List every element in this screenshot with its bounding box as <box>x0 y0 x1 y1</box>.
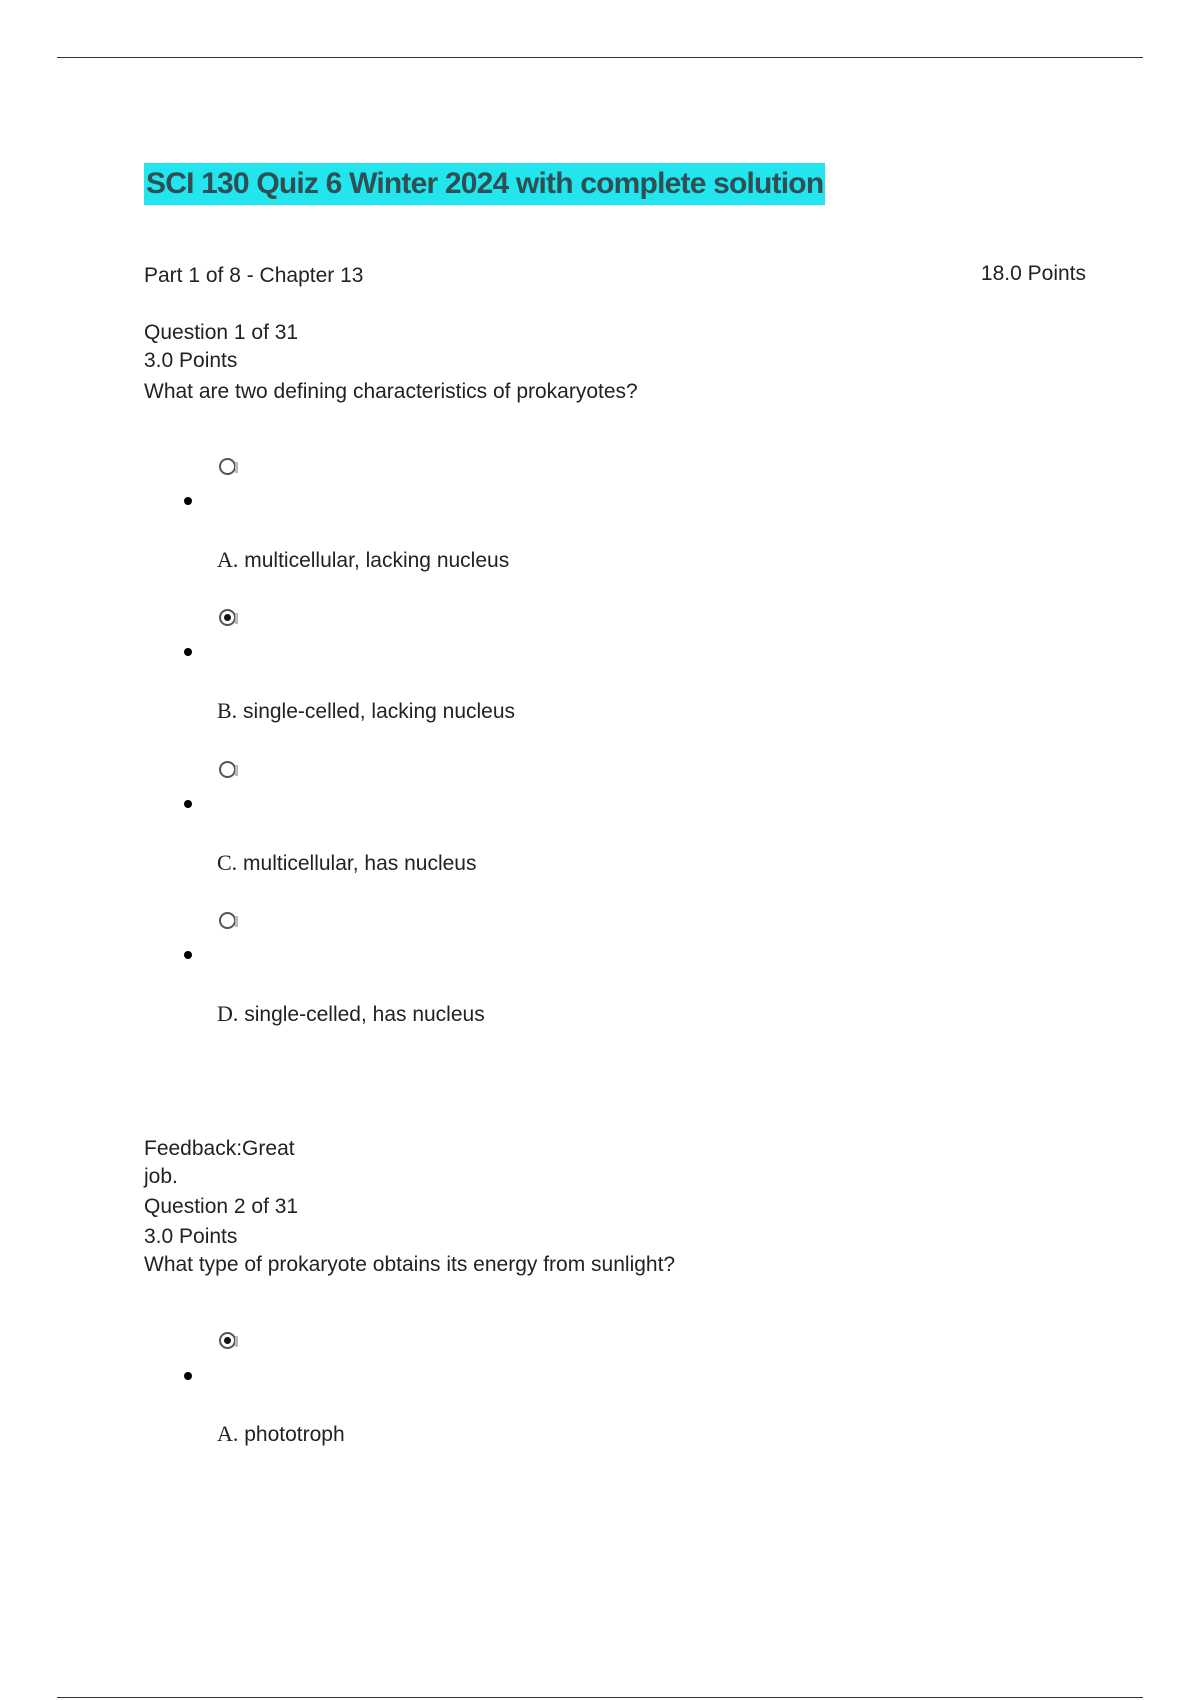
option-text: multicellular, has nucleus <box>243 852 477 875</box>
option-letter: D. <box>217 1001 239 1026</box>
answer-option-a[interactable] <box>217 1420 345 1449</box>
answer-option-b[interactable] <box>217 697 515 726</box>
option-letter: B. <box>217 698 238 723</box>
option-letter: A. <box>217 547 239 572</box>
list-bullet <box>184 648 192 656</box>
radio-option-a[interactable] <box>219 1332 236 1349</box>
option-text: single-celled, has nucleus <box>244 1003 485 1026</box>
option-text: phototroph <box>244 1423 345 1446</box>
feedback-text-continued: job. <box>144 1165 178 1188</box>
question-points: 3.0 Points <box>144 1225 238 1248</box>
list-bullet <box>184 951 192 959</box>
question-number: Question 2 of 31 <box>144 1195 299 1218</box>
top-rule <box>57 57 1143 58</box>
question-text: What are two defining characteristics of prokaryotes? <box>144 380 638 403</box>
part-label: Part 1 of 8 - Chapter 13 <box>144 264 364 287</box>
list-bullet <box>184 1372 192 1380</box>
option-text: single-celled, lacking nucleus <box>243 700 516 723</box>
bottom-rule <box>57 1697 1143 1698</box>
radio-option-c[interactable] <box>219 761 236 778</box>
radio-option-b[interactable] <box>219 609 236 626</box>
radio-option-d[interactable] <box>219 912 236 929</box>
answer-option-a[interactable] <box>217 546 509 575</box>
radio-option-a[interactable] <box>219 458 236 475</box>
document-title: SCI 130 Quiz 6 Winter 2024 with complete solution <box>144 163 825 205</box>
list-bullet <box>184 497 192 505</box>
answer-option-d[interactable] <box>217 1000 485 1029</box>
answer-option-c[interactable] <box>217 849 476 878</box>
option-text: multicellular, lacking nucleus <box>244 549 510 572</box>
question-text: What type of prokaryote obtains its energy from sunlight? <box>144 1253 676 1276</box>
list-bullet <box>184 800 192 808</box>
option-letter: C. <box>217 850 238 875</box>
feedback-text: Feedback:Great <box>144 1137 295 1160</box>
question-number: Question 1 of 31 <box>144 321 299 344</box>
part-points: 18.0 Points <box>980 262 1086 285</box>
question-points: 3.0 Points <box>144 349 238 372</box>
option-letter: A. <box>217 1421 239 1446</box>
